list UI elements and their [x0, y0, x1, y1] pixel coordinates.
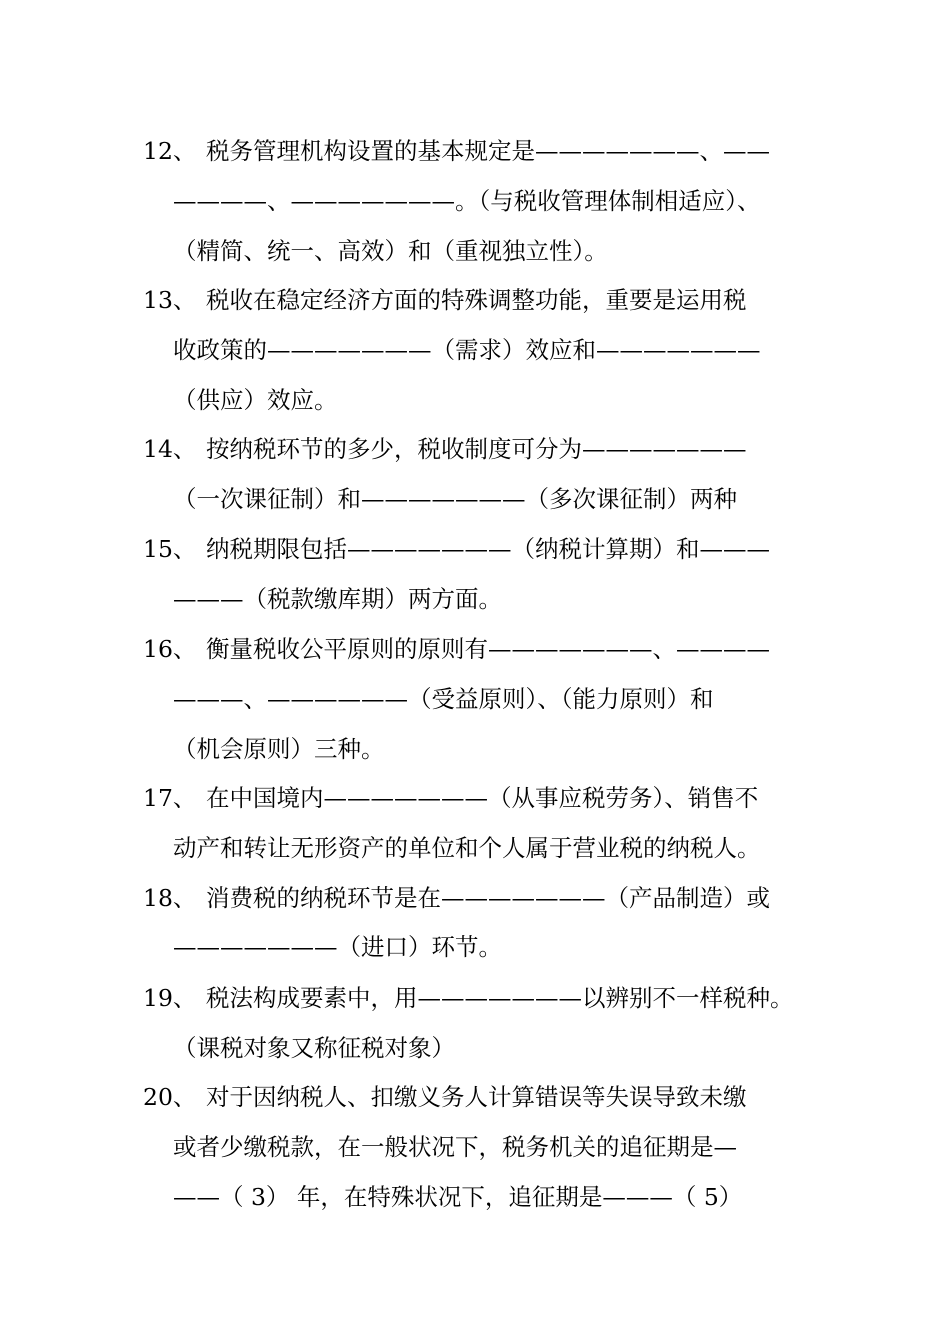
- item-number: 12、: [143, 137, 197, 165]
- item-line: 动产和转让无形资产的单位和个人属于营业税的纳税人。: [173, 834, 761, 862]
- item-number: 20、: [143, 1083, 197, 1111]
- item-number: 14、: [143, 435, 197, 463]
- item-line: （一次课征制）和———————（多次课征制）两种: [173, 485, 737, 513]
- item-line: 税收在稳定经济方面的特殊调整功能，重要是运用税: [206, 286, 747, 314]
- item-line: 衡量税收公平原则的原则有———————、————: [206, 635, 770, 663]
- item-number: 18、: [143, 884, 197, 912]
- item-line: （供应）效应。: [173, 386, 338, 414]
- item-line: ———、——————（受益原则）、（能力原则）和: [173, 685, 714, 713]
- item-number: 17、: [143, 784, 197, 812]
- item-line: 按纳税环节的多少，税收制度可分为———————: [206, 435, 747, 463]
- item-line: 纳税期限包括———————（纳税计算期）和———: [206, 535, 770, 563]
- item-line: ———————（进口）环节。: [173, 933, 502, 961]
- item-line: ————、———————。（与税收管理体制相适应）、: [173, 187, 761, 215]
- item-number: 15、: [143, 535, 197, 563]
- item-line: 税务管理机构设置的基本规定是———————、——: [206, 137, 770, 165]
- item-line: （精简、统一、高效）和（重视独立性）。: [173, 237, 608, 265]
- item-line: ——（ 3） 年，在特殊状况下，追征期是———（ 5）: [173, 1183, 743, 1211]
- item-line: 在中国境内———————（从事应税劳务）、销售不: [206, 784, 759, 812]
- item-line: ———（税款缴库期）两方面。: [173, 585, 502, 613]
- item-line: （机会原则）三种。: [173, 735, 385, 763]
- item-line: 收政策的———————（需求）效应和———————: [173, 336, 761, 364]
- item-line: （课税对象又称征税对象）: [173, 1034, 455, 1062]
- item-line: 税法构成要素中，用———————以辨别不一样税种。: [206, 984, 794, 1012]
- item-number: 19、: [143, 984, 197, 1012]
- item-number: 13、: [143, 286, 197, 314]
- item-line: 或者少缴税款，在一般状况下，税务机关的追征期是—: [173, 1133, 737, 1161]
- item-line: 对于因纳税人、扣缴义务人计算错误等失误导致未缴: [206, 1083, 747, 1111]
- item-line: 消费税的纳税环节是在———————（产品制造）或: [206, 884, 770, 912]
- item-number: 16、: [143, 635, 197, 663]
